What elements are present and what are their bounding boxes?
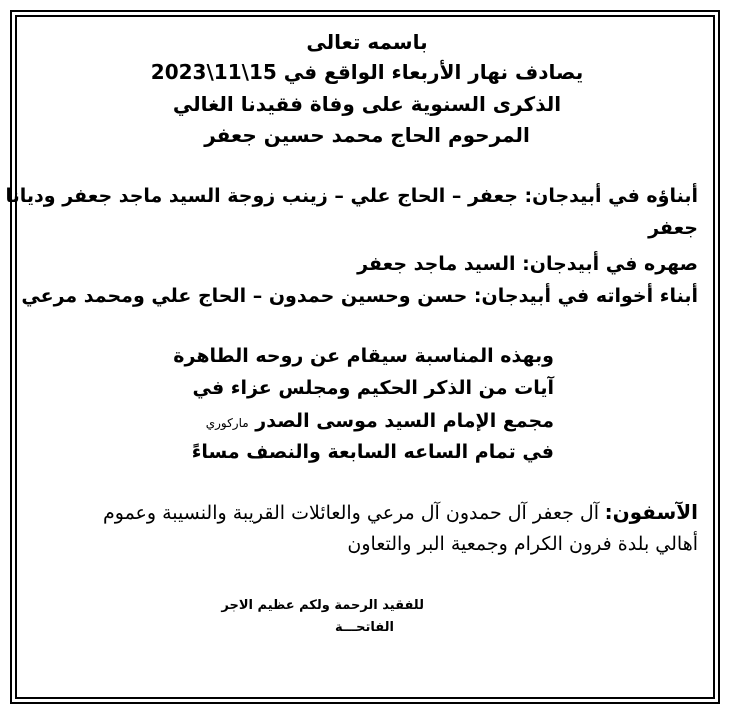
mourners-families: آل جعفر آل حمدون آل مرعي والعائلات القريبة والنسيبة وعموم	[102, 502, 599, 524]
basmala: باسمه تعالى	[306, 30, 428, 54]
mourners-label: الآسفون:	[604, 500, 698, 524]
deceased-name: المرحوم الحاج محمد حسين جعفر	[204, 123, 530, 147]
ceremony-line-1: وبهذه المناسبة سيقام عن روحه الطاهرة	[173, 345, 554, 367]
mourners-line-1	[103, 500, 698, 524]
sons-line-2: جعفر	[648, 217, 698, 239]
venue-area: ماركوري	[205, 416, 249, 430]
ceremony-line-3	[206, 410, 554, 432]
anniversary-line: الذكرى السنوية على وفاة فقيدنا الغالي	[172, 92, 562, 116]
nephews-line: أبناء أخواته في أبيدجان: حسن وحسين حمدون – الحاج علي ومحمد مرعي	[21, 285, 698, 307]
mourners-line-2: أهالي بلدة فرون الكرام وجمعية البر والتعاون	[347, 533, 698, 555]
condolence-line: للفقيد الرحمة ولكم عظيم الاجر	[221, 598, 424, 613]
sons-line-1: أبناؤه في أبيدجان: جعفر – الحاج علي – زينب زوجة السيد ماجد جعفر وديانا	[5, 185, 698, 207]
fatiha-line: الفاتحـــة	[334, 620, 394, 635]
date-line: يصادف نهار الأربعاء الواقع في 15\11\2023	[150, 60, 584, 84]
ceremony-time: في تمام الساعه السابعة والنصف مساءً	[191, 441, 554, 463]
son-in-law-line: صهره في أبيدجان: السيد ماجد جعفر	[357, 253, 698, 275]
venue-name: مجمع الإمام السيد موسى الصدر	[255, 410, 554, 432]
ceremony-line-2: آيات من الذكر الحكيم ومجلس عزاء في	[192, 377, 554, 399]
